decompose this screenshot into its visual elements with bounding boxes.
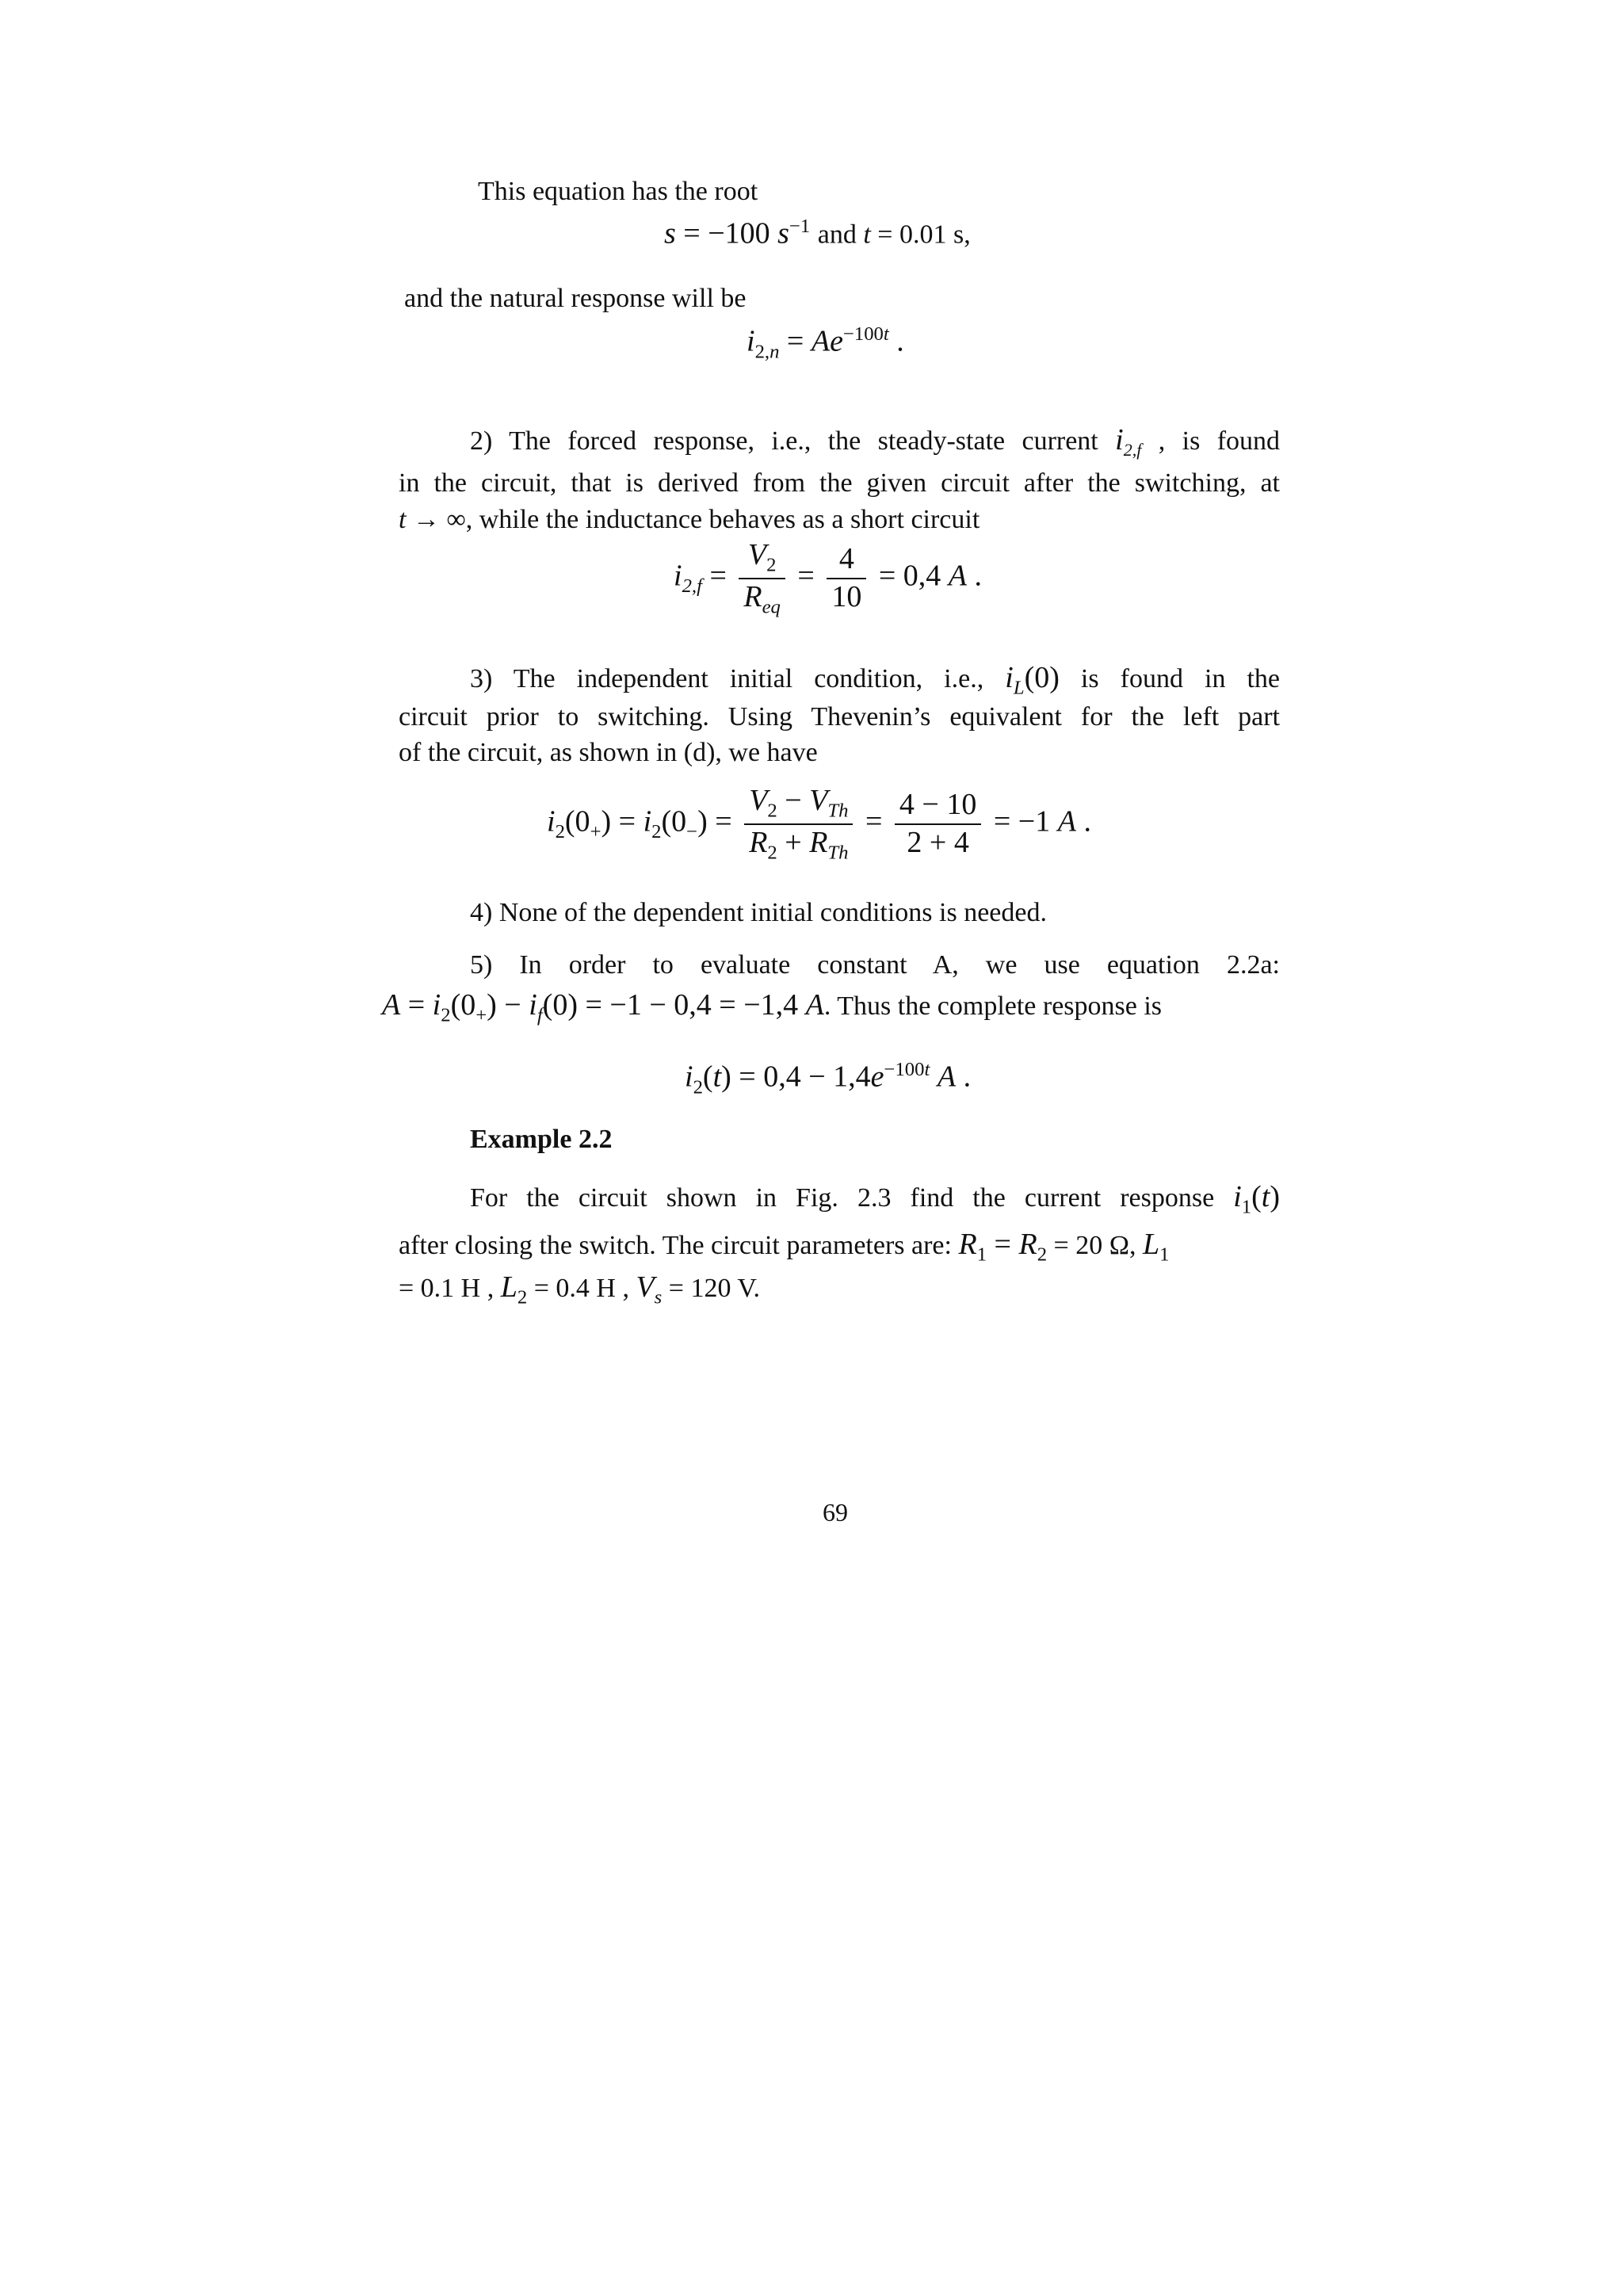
text-line: 5) In order to evaluate constant A, we use equation 2.2a: [470,950,1280,980]
text-line: after closing the switch. The circuit parameters are: $R_1 = R_2 = 20$ Ω, $L_1$ [399,1228,1170,1266]
page-number: 69 [823,1498,848,1526]
text-line: and the natural response will be [404,284,747,313]
equation-root: s = −100 $s^{-1}$ and t = 0.01 s, [664,216,971,250]
text-line: 4) None of the dependent initial conditions is needed. [470,898,1047,927]
equation-complete-response: $i_2(t) = 0,4 - 1,4e^{-100t}$ A . [685,1059,972,1098]
example-heading: Example 2.2 [470,1125,613,1154]
text-line: $A = i_2(0_+) - i_f(0) = -1 - 0,4 = -1,4$ A. Thus the complete response is [382,988,1163,1026]
text-line: = 0.1 H , $L_2 = 0.4$ H , $V_s = 120$ V. [399,1270,761,1308]
equation-natural-response: $i_{2,n} = Ae^{-100t}$ . [747,323,904,363]
text-line: This equation has the root [478,177,758,206]
text-line: 3) The independent initial condition, i.e., $i_L(0)$ is found in the [470,661,1281,699]
text-line: 2) The forced response, i.e., the steady-state current $i_{2,f}$ , is found [470,423,1281,460]
text-line: in the circuit, that is derived from the given circuit after the switching, at [399,468,1280,498]
text-line: circuit prior to switching. Using Thevenin’s equivalent for the left part [399,702,1280,732]
equation-forced-response: $i_{2,f}$ = $\frac{V_2}{R_{eq}}$ = $\frac{4}{10}$ = 0,4 A . [674,538,982,618]
text-line: For the circuit shown in Fig. 2.3 find the current response $i_1(t)$ [470,1180,1280,1218]
text-line: of the circuit, as shown in (d), we have [399,738,818,767]
text-line: t → ∞, while the inductance behaves as a short circuit [399,505,980,534]
equation-initial-condition: $i_2(0_+) = i_2(0_-)$ = $\frac{V_2 - V_{Th}}{R_2 + R_{Th}}$ = $\frac{4 - 10}{2 + 4}$ = −1 A . [547,784,1091,864]
